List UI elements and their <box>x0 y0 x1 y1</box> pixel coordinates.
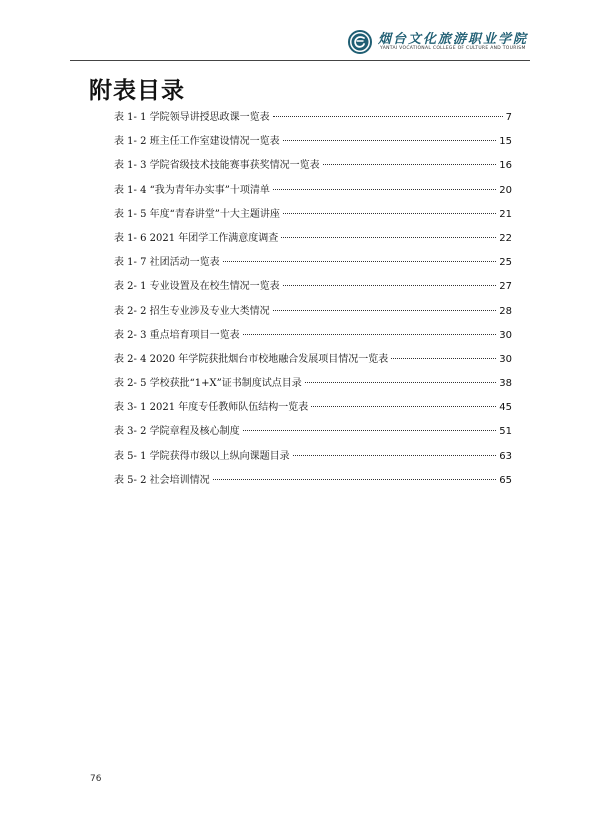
toc-entry-label: 表 3- 1 2021 年度专任教师队伍结构一览表 <box>114 402 309 414</box>
toc-dot-leader <box>305 382 497 383</box>
toc-dot-leader <box>243 430 497 431</box>
toc-entry[interactable] <box>114 108 512 132</box>
toc-entry[interactable] <box>114 398 512 422</box>
toc-entry-page: 16 <box>499 160 512 172</box>
toc-entry-label: 表 1- 1 学院领导讲授思政课一览表 <box>114 112 270 123</box>
toc-entry-page: 25 <box>499 257 512 269</box>
toc-entry-page: 20 <box>499 184 512 196</box>
toc-dot-leader <box>283 213 496 214</box>
toc-entry-label: 表 1- 6 2021 年团学工作满意度调查 <box>114 232 279 244</box>
toc-entry-label: 表 2- 4 2020 年学院获批烟台市校地融合发展项目情况一览表 <box>114 353 389 365</box>
page-title: 附表目录 <box>89 78 185 104</box>
toc-entry-page: 30 <box>499 353 512 365</box>
toc-entry-label: 表 1- 4 “我为青年办实事”十项清单 <box>114 184 270 196</box>
toc-dot-leader <box>323 164 497 165</box>
toc-entry[interactable] <box>114 374 512 398</box>
table-of-contents <box>114 108 512 495</box>
toc-dot-leader <box>283 140 497 141</box>
toc-entry[interactable] <box>114 302 512 326</box>
toc-entry[interactable] <box>114 422 512 446</box>
toc-entry-label: 表 2- 5 学校获批“1+X”证书制度试点目录 <box>114 378 302 390</box>
toc-entry[interactable] <box>114 447 512 471</box>
toc-entry-page: 45 <box>499 402 512 414</box>
school-logo-icon <box>348 30 372 54</box>
school-name: 烟台文化旅游职业学院 <box>378 32 529 47</box>
toc-entry[interactable] <box>114 205 512 229</box>
toc-dot-leader <box>273 116 503 117</box>
header-divider <box>70 60 530 61</box>
toc-dot-leader <box>273 189 496 190</box>
toc-dot-leader <box>273 310 497 311</box>
toc-dot-leader <box>223 261 497 262</box>
toc-entry-page: 65 <box>499 474 512 486</box>
toc-entry[interactable] <box>114 181 512 205</box>
toc-entry-label: 表 2- 2 招生专业涉及专业大类情况 <box>114 305 270 317</box>
toc-entry[interactable] <box>114 350 512 374</box>
toc-dot-leader <box>311 406 496 407</box>
toc-dot-leader <box>213 479 497 480</box>
toc-dot-leader <box>391 358 496 359</box>
toc-dot-leader <box>243 334 497 335</box>
toc-entry-label: 表 2- 3 重点培育项目一览表 <box>114 329 240 341</box>
toc-entry[interactable] <box>114 471 512 495</box>
toc-entry[interactable] <box>114 132 512 156</box>
toc-entry-label: 表 1- 2 班主任工作室建设情况一览表 <box>114 136 280 148</box>
toc-entry-page: 38 <box>499 378 512 390</box>
toc-entry-label: 表 5- 2 社会培训情况 <box>114 474 210 486</box>
toc-entry-label: 表 1- 7 社团活动一览表 <box>114 257 220 269</box>
toc-dot-leader <box>283 285 497 286</box>
toc-entry-page: 7 <box>505 112 512 123</box>
toc-entry[interactable] <box>114 326 512 350</box>
toc-entry-label: 表 5- 1 学院获得市级以上纵向课题目录 <box>114 450 290 462</box>
toc-entry[interactable] <box>114 156 512 180</box>
toc-entry-label: 表 1- 5 年度“青春讲堂”十大主题讲座 <box>114 208 280 220</box>
toc-dot-leader <box>293 455 497 456</box>
toc-entry-page: 22 <box>499 232 512 244</box>
school-name-english: YANTAI VOCATIONAL COLLEGE OF CULTURE AND TOURISM <box>380 46 526 51</box>
toc-entry-page: 28 <box>499 305 512 317</box>
toc-entry-page: 30 <box>499 329 512 341</box>
page-number: 76 <box>90 774 102 784</box>
toc-entry-label: 表 1- 3 学院省级技术技能赛事获奖情况一览表 <box>114 160 320 172</box>
toc-entry-page: 63 <box>499 450 512 462</box>
toc-entry-label: 表 3- 2 学院章程及核心制度 <box>114 426 240 438</box>
toc-entry[interactable] <box>114 253 512 277</box>
toc-entry-page: 15 <box>499 136 512 148</box>
toc-entry-page: 21 <box>499 208 512 220</box>
toc-dot-leader <box>281 237 496 238</box>
toc-entry-label: 表 2- 1 专业设置及在校生情况一览表 <box>114 281 280 293</box>
toc-entry-page: 27 <box>499 281 512 293</box>
page-header <box>0 0 600 64</box>
toc-entry[interactable] <box>114 277 512 301</box>
toc-entry-page: 51 <box>499 426 512 438</box>
toc-entry[interactable] <box>114 229 512 253</box>
